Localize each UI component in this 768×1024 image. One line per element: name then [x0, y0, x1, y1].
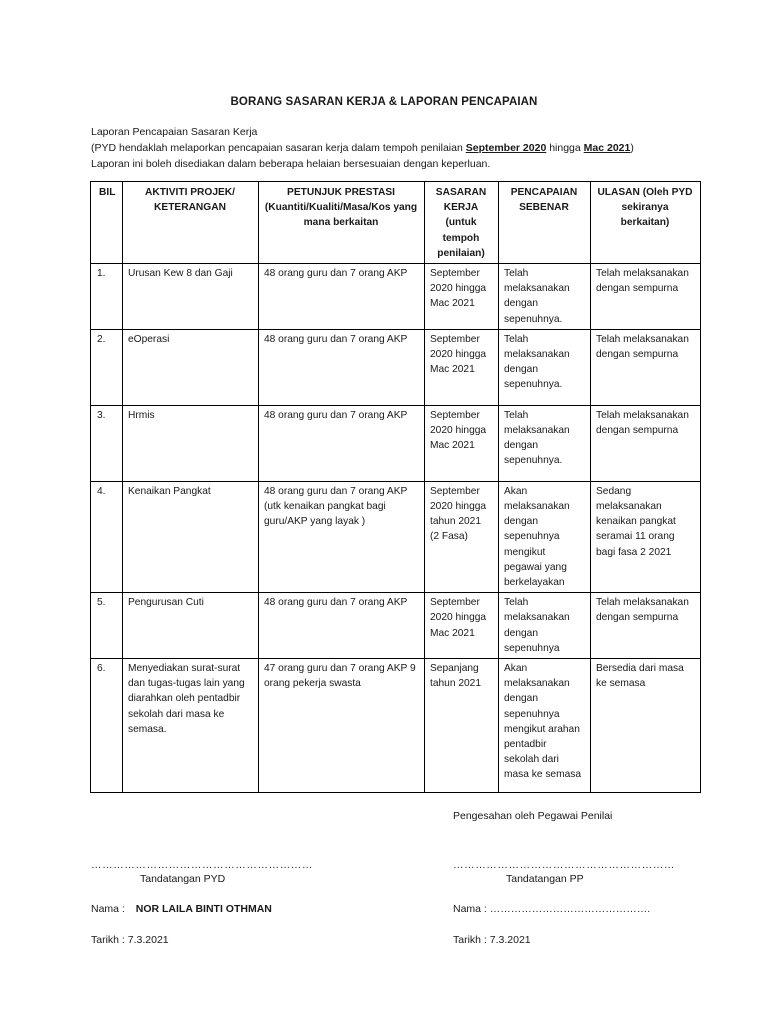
cell-bil: 6. — [91, 659, 123, 793]
header-sasaran: SASARAN KERJA (untuk tempoh penilaian) — [425, 182, 499, 264]
date-pyd: Tarikh : 7.3.2021 — [91, 934, 169, 946]
cell-ulasan: Telah melaksanakan dengan sempurna — [591, 264, 701, 330]
cell-sasaran: September 2020 hingga Mac 2021 — [425, 405, 499, 481]
cell-bil: 1. — [91, 264, 123, 330]
name-pyd — [91, 903, 272, 915]
header-aktiviti: AKTIVITI PROJEK/ KETERANGAN — [123, 182, 259, 264]
period-start: September 2020 — [465, 142, 547, 154]
signature-label-pyd: Tandatangan PYD — [140, 873, 226, 885]
table-row — [91, 405, 701, 481]
name-pp: Nama : ………………………………………. — [453, 903, 651, 915]
cell-sasaran: September 2020 hingga tahun 2021 (2 Fasa) — [425, 481, 499, 592]
table-row — [91, 593, 701, 659]
target-table — [90, 181, 701, 793]
cell-aktiviti: Pengurusan Cuti — [123, 593, 259, 659]
cell-bil: 5. — [91, 593, 123, 659]
intro-line-2-post: ) — [630, 142, 634, 154]
cell-ulasan: Telah melaksanakan dengan sempurna — [591, 329, 701, 405]
cell-petunjuk: 48 orang guru dan 7 orang AKP — [259, 264, 425, 330]
table-row — [91, 329, 701, 405]
cell-sasaran: September 2020 hingga Mac 2021 — [425, 329, 499, 405]
signature-line-pp: …………………………………………………… — [453, 859, 675, 871]
intro-line-3: Laporan ini boleh disediakan dalam beberapa helaian bersesuaian dengan keperluan. — [91, 158, 491, 170]
cell-aktiviti: Hrmis — [123, 405, 259, 481]
cell-ulasan: Sedang melaksanakan kenaikan pangkat seramai 11 orang bagi fasa 2 2021 — [591, 481, 701, 592]
cell-aktiviti: Menyediakan surat-surat dan tugas-tugas lain yang diarahkan oleh pentadbir sekolah dari masa ke semasa. — [123, 659, 259, 793]
table-header-row — [91, 182, 701, 264]
cell-bil: 3. — [91, 405, 123, 481]
header-ulasan: ULASAN (Oleh PYD sekiranya berkaitan) — [591, 182, 701, 264]
cell-pencapaian: Akan melaksanakan dengan sepenuhnya mengikut arahan pentadbir sekolah dari masa ke semasa — [499, 659, 591, 793]
cell-sasaran: September 2020 hingga Mac 2021 — [425, 593, 499, 659]
period-end: Mac 2021 — [583, 142, 631, 154]
table-row — [91, 264, 701, 330]
document-title: BORANG SASARAN KERJA & LAPORAN PENCAPAIAN — [230, 96, 538, 108]
header-pencapaian: PENCAPAIAN SEBENAR — [499, 182, 591, 264]
cell-sasaran: September 2020 hingga Mac 2021 — [425, 264, 499, 330]
cell-bil: 4. — [91, 481, 123, 592]
cell-pencapaian: Telah melaksanakan dengan sepenuhnya. — [499, 405, 591, 481]
cell-petunjuk: 47 orang guru dan 7 orang AKP 9 orang pekerja swasta — [259, 659, 425, 793]
cell-sasaran: Sepanjang tahun 2021 — [425, 659, 499, 793]
signature-line-pyd: …………………………………………………… — [91, 859, 313, 871]
cell-aktiviti: Urusan Kew 8 dan Gaji — [123, 264, 259, 330]
cell-aktiviti: eOperasi — [123, 329, 259, 405]
cell-pencapaian: Telah melaksanakan dengan sepenuhnya — [499, 593, 591, 659]
date-pp: Tarikh : 7.3.2021 — [453, 934, 531, 946]
table-row — [91, 481, 701, 592]
intro-line-2 — [91, 140, 711, 156]
intro-text — [91, 124, 711, 172]
intro-line-1: Laporan Pencapaian Sasaran Kerja — [91, 126, 258, 138]
cell-pencapaian: Telah melaksanakan dengan sepenuhnya. — [499, 329, 591, 405]
cell-petunjuk: 48 orang guru dan 7 orang AKP (utk kenaikan pangkat bagi guru/AKP yang layak ) — [259, 481, 425, 592]
intro-line-2-mid: hingga — [546, 142, 584, 154]
cell-petunjuk: 48 orang guru dan 7 orang AKP — [259, 405, 425, 481]
cell-ulasan: Telah melaksanakan dengan sempurna — [591, 405, 701, 481]
cell-ulasan: Telah melaksanakan dengan sempurna — [591, 593, 701, 659]
header-petunjuk: PETUNJUK PRESTASI (Kuantiti/Kualiti/Masa/Kos yang mana berkaitan — [259, 182, 425, 264]
verification-label: Pengesahan oleh Pegawai Penilai — [453, 810, 613, 822]
cell-petunjuk: 48 orang guru dan 7 orang AKP — [259, 593, 425, 659]
cell-bil: 2. — [91, 329, 123, 405]
name-pyd-value: NOR LAILA BINTI OTHMAN — [135, 903, 272, 915]
intro-line-2-pre: (PYD hendaklah melaporkan pencapaian sasaran kerja dalam tempoh penilaian — [91, 142, 466, 154]
table-row — [91, 659, 701, 793]
cell-petunjuk: 48 orang guru dan 7 orang AKP — [259, 329, 425, 405]
cell-pencapaian: Akan melaksanakan dengan sepenuhnya mengikut pegawai yang berkelayakan — [499, 481, 591, 592]
cell-aktiviti: Kenaikan Pangkat — [123, 481, 259, 592]
name-pyd-label: Nama : — [91, 903, 125, 915]
signature-label-pp: Tandatangan PP — [506, 873, 584, 885]
header-bil: BIL — [91, 182, 123, 264]
cell-ulasan: Bersedia dari masa ke semasa — [591, 659, 701, 793]
cell-pencapaian: Telah melaksanakan dengan sepenuhnya. — [499, 264, 591, 330]
